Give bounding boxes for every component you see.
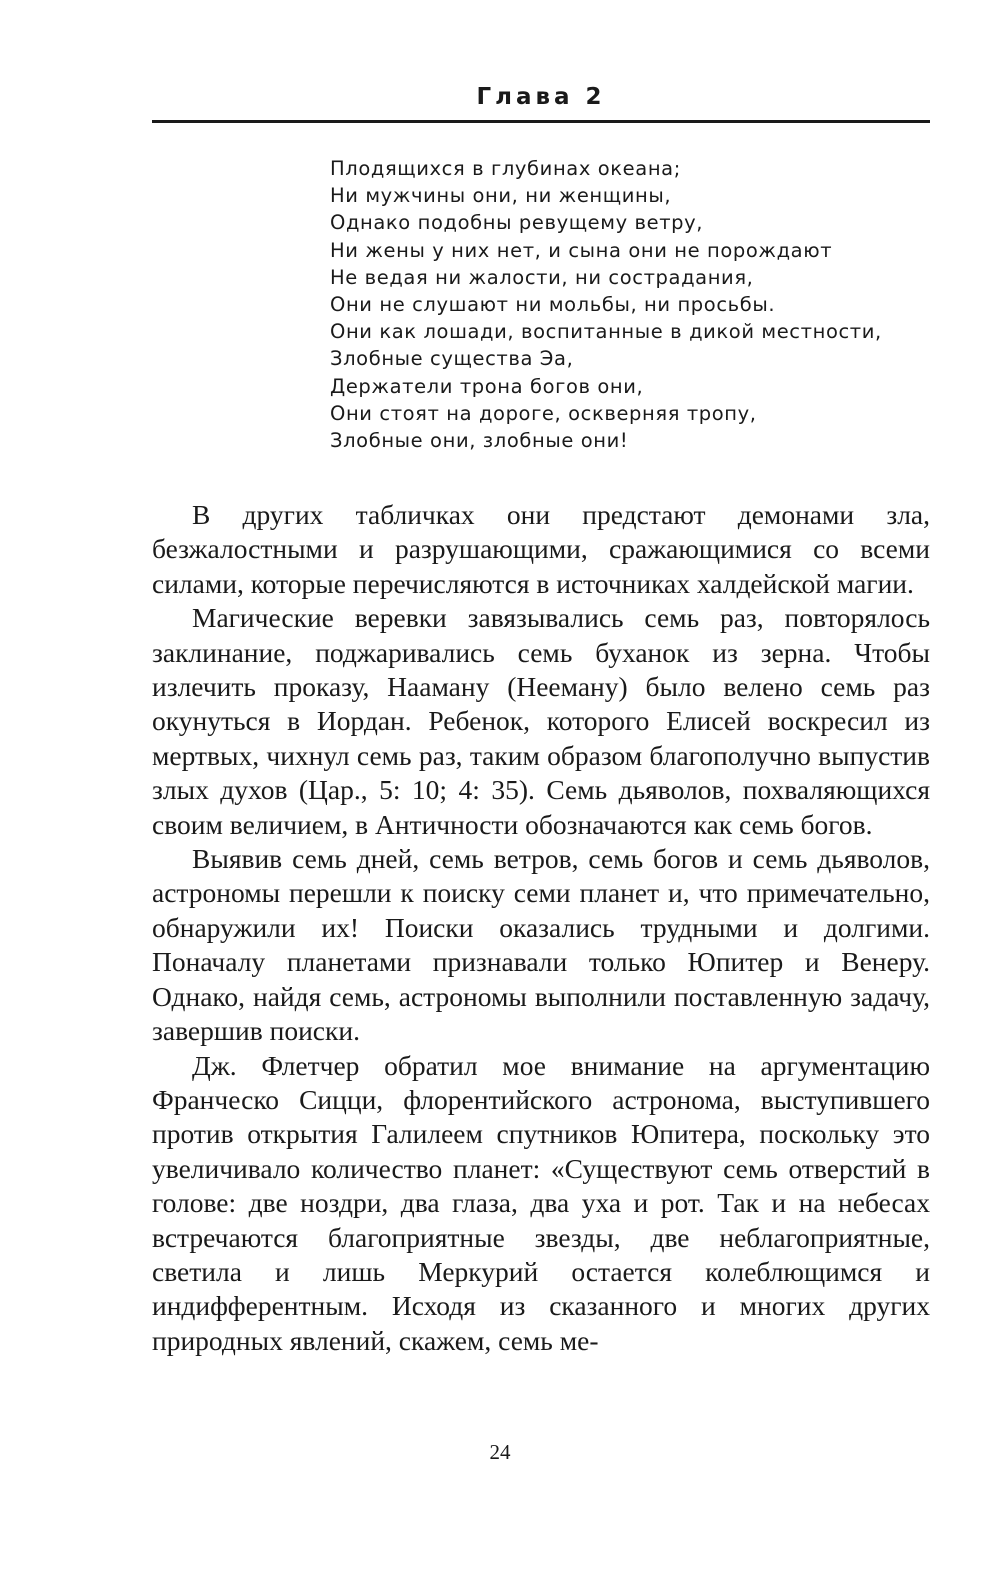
verse-line: Держатели трона богов они, xyxy=(330,374,644,398)
verse-line: Ни мужчины они, ни женщины, xyxy=(330,184,672,208)
verse-line: Злобные они, злобные они! xyxy=(330,429,629,453)
verse-line: Они как лошади, воспитанные в дикой местности, xyxy=(330,320,882,344)
verse-line: Не ведая ни жалости, ни сострадания, xyxy=(330,265,754,289)
verse-line: Злобные существа Эа, xyxy=(330,347,574,371)
body-text xyxy=(152,498,930,1358)
verse-block xyxy=(330,155,950,454)
verse-line: Они не слушают ни мольбы, ни просьбы. xyxy=(330,293,776,317)
running-head: Глава 2 xyxy=(476,84,606,110)
paragraph: Выявив семь дней, семь ветров, семь богов и семь дьяволов, астрономы перешли к поиску семи планет и, что примечательно, обнаружили их! Поиски оказались трудными и долгими. Поначалу планетами признавали только Юпитер и Венеру. Однако, найдя семь, астрономы выполнили поставленную задачу, завершив поиски. xyxy=(152,843,930,1047)
paragraph: Дж. Флетчер обратил мое внимание на аргументацию Франческо Сицци, флорентийского астронома, выступившего против открытия Галилеем спутников Юпитера, поскольку это увеличивало количество планет: «Существуют семь отверстий в голове: две ноздри, два глаза, два уха и рот. Так и на небесах встречаются благоприятные звезды, две неблагоприятные, светила и лишь Меркурий остается колеблющимся и индифферентным. Исходя из сказанного и многих других природных явлений, скажем, семь ме- xyxy=(152,1049,930,1356)
page-number: 24 xyxy=(489,1440,511,1464)
verse-line: Однако подобны ревущему ветру, xyxy=(330,211,704,235)
header-rule xyxy=(152,120,930,123)
verse-line: Они стоят на дороге, оскверняя тропу, xyxy=(330,401,757,425)
paragraph: Магические веревки завязывались семь раз, повторялось заклинание, поджаривались семь буханок из зерна. Чтобы излечить проказу, Нааману (Нееману) было велено семь раз окунуться в Иордан. Ребенок, которого Елисей воскресил из мертвых, чихнул семь раз, таким образом благополучно выпустив злых духов (Цар., 5: 10; 4: 35). Семь дьяволов, похваляющихся своим величием, в Античности обозначаются как семь богов. xyxy=(152,602,930,840)
verse-line: Ни жены у них нет, и сына они не порождают xyxy=(330,238,833,262)
paragraph: В других табличках они предстают демонами зла, безжалостными и разрушающими, сражающимися со всеми силами, которые перечисляются в источниках халдейской магии. xyxy=(152,499,930,599)
verse-line: Плодящихся в глубинах океана; xyxy=(330,157,681,180)
